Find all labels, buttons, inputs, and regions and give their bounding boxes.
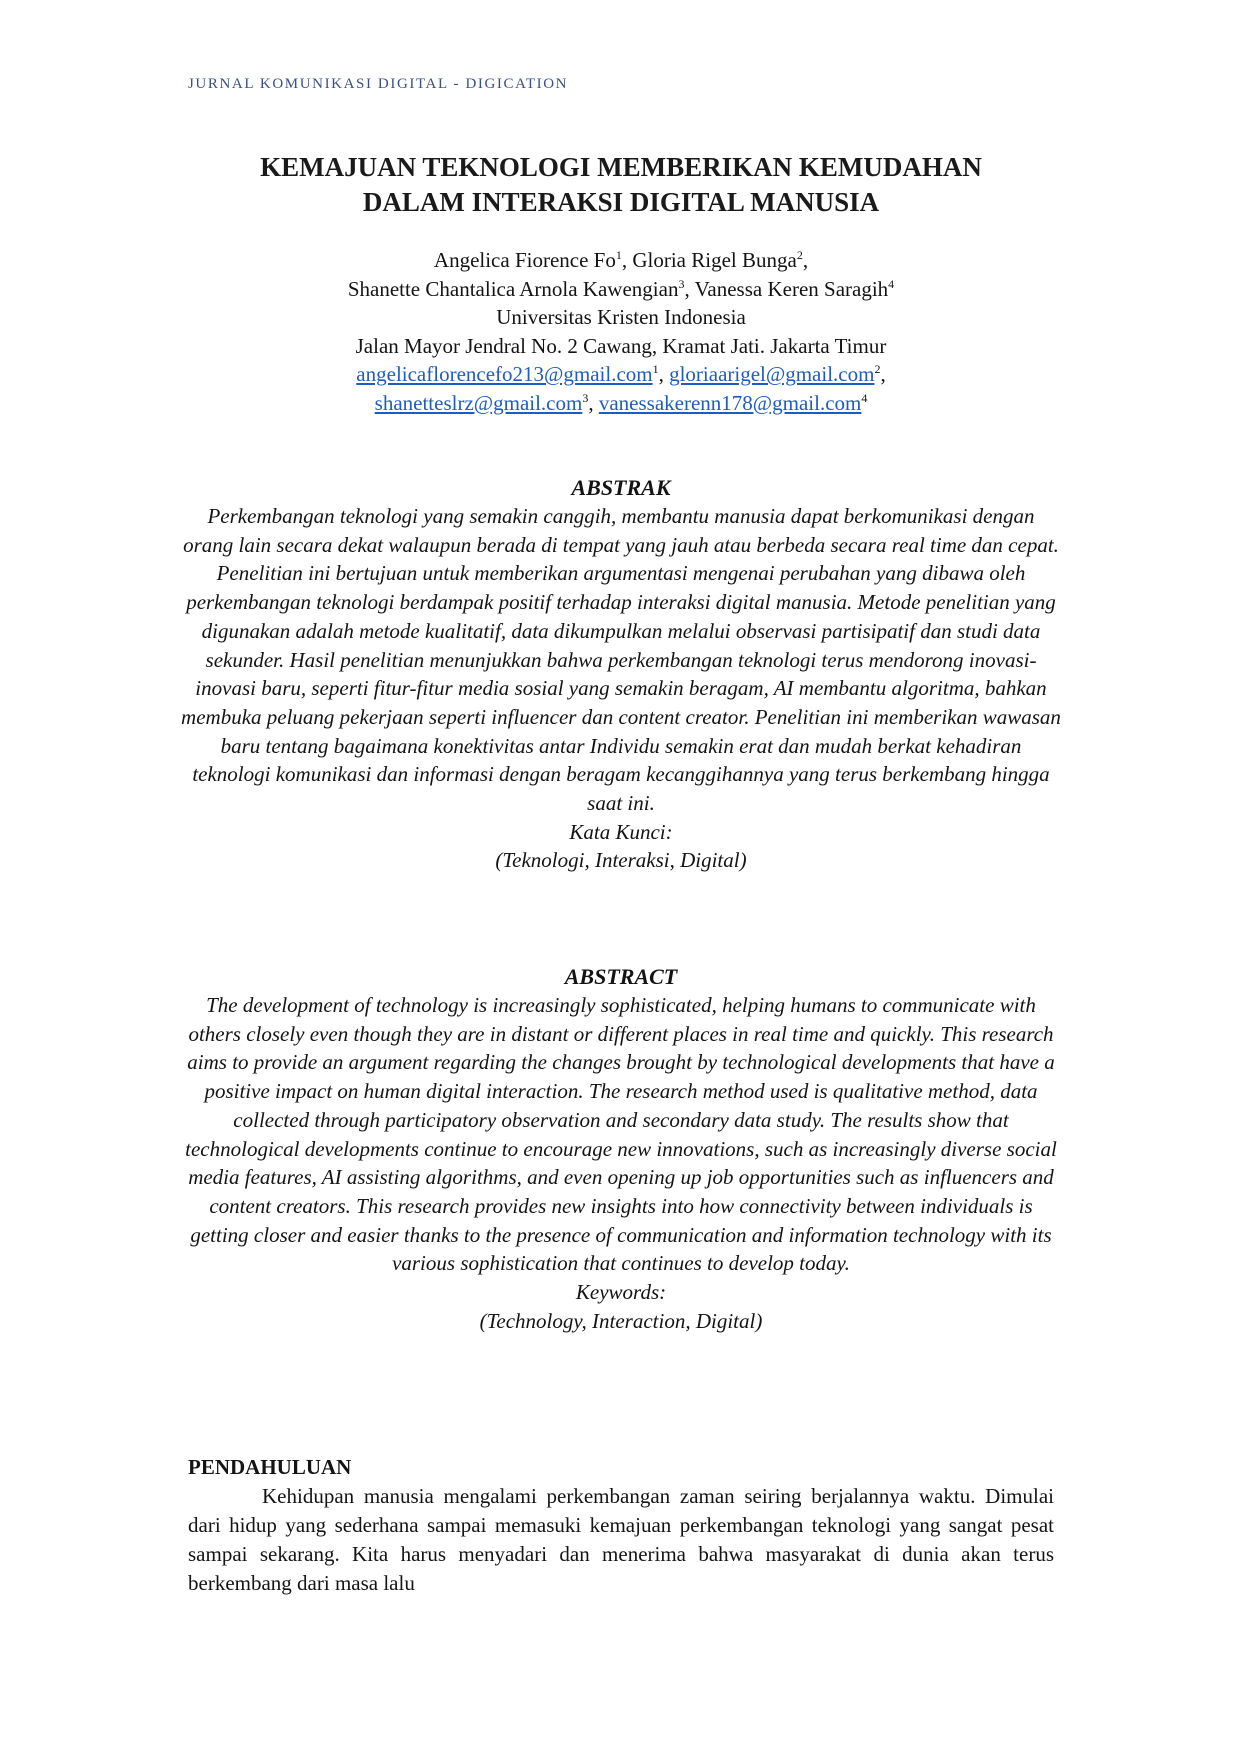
email-line-1: angelicaflorencefo213@gmail.com$^1$, gloriaarigel@gmail.com$^2$, xyxy=(356,362,886,386)
abstract-section xyxy=(180,962,1062,1335)
journal-header: JURNAL KOMUNIKASI DIGITAL - DIGICATION xyxy=(188,76,569,92)
abstrak-body: Perkembangan teknologi yang semakin canggih, membantu manusia dapat berkomunikasi dengan orang lain secara dekat walaupun berada di tempat yang jauh atau berbeda secara real time dan cepat. Penelitian ini bertujuan untuk memberikan argumentasi mengenai perubahan yang dibawa oleh perkembangan teknologi berdampak positif terhadap interaksi digital manusia. Metode penelitian yang digunakan adalah metode kualitatif, data dikumpulkan melalui observasi partisipatif dan studi data sekunder. Hasil penelitian menunjukkan bahwa perkembangan teknologi terus mendorong inovasi-inovasi baru, seperti fitur-fitur media sosial yang semakin beragam, AI membantu algoritma, bahkan membuka peluang pekerjaan seperti influencer dan content creator. Penelitian ini memberikan wawasan baru tentang bagaimana konektivitas antar Individu semakin erat dan mudah berkat kehadiran teknologi komunikasi dan informasi dengan beragam kecanggihannya yang terus berkembang hingga saat ini. xyxy=(181,504,1061,816)
author-index: 2 xyxy=(874,362,881,376)
author-line-2: Shanette Chantalica Arnola Kawengian$^3$, Vanessa Keren Saragih$^4$ xyxy=(347,276,895,301)
author-name: Shanette Chantalica Arnola Kawengian xyxy=(347,276,679,301)
introduction-paragraph: Kehidupan manusia mengalami perkembangan zaman seiring berjalannya waktu. Dimulai dari hidup yang sederhana sampai memasuki kemajuan perkembangan teknologi yang sangat pesat sampai sekarang. Kita harus menyadari dan menerima bahwa masyarakat di dunia akan terus berkembang dari masa lalu xyxy=(188,1484,1054,1595)
author-block xyxy=(150,246,1092,417)
paper-title xyxy=(150,150,1092,220)
abstrak-keyword-label: Kata Kunci: xyxy=(569,819,673,844)
title-line-2: DALAM INTERAKSI DIGITAL MANUSIA xyxy=(362,187,880,217)
author-index: 4 xyxy=(861,390,868,405)
email-link[interactable]: gloriaarigel@gmail.com xyxy=(669,362,875,386)
abstract-body: The development of technology is increasingly sophisticated, helping humans to communicate with others closely even though they are in distant or different places in real time and quickly. This research aims to provide an argument regarding the changes brought by technological developments that have a positive impact on human digital interaction. The research method used is qualitative method, data collected through participatory observation and secondary data study. The results show that technological developments continue to encourage new innovations, such as increasingly diverse social media features, AI assisting algorithms, and even opening up job opportunities such as influencers and content creators. This research provides new insights into how connectivity between individuals is getting closer and easier thanks to the presence of communication and information technology with its various sophistication that continues to develop today. xyxy=(185,993,1057,1276)
author-index: 3 xyxy=(678,276,685,291)
author-index: 3 xyxy=(582,390,589,405)
author-index: 1 xyxy=(652,362,659,376)
section-heading-pendahuluan: PENDAHULUAN xyxy=(188,1455,352,1479)
author-line-1: Angelica Fiorence Fo$^1$, Gloria Rigel Bunga$^2$, xyxy=(433,248,809,272)
abstract-keyword-label: Keywords: xyxy=(575,1280,667,1305)
author-index: 2 xyxy=(796,248,803,262)
author-name: Angelica Fiorence Fo xyxy=(433,248,616,272)
abstract-heading: ABSTRACT xyxy=(564,964,678,989)
address: Jalan Mayor Jendral No. 2 Cawang, Kramat Jati. Jakarta Timur xyxy=(355,333,887,358)
author-index: 4 xyxy=(888,276,895,291)
email-link[interactable]: angelicaflorencefo213@gmail.com xyxy=(356,362,653,386)
abstrak-heading: ABSTRAK xyxy=(571,475,671,500)
author-name: Gloria Rigel Bunga xyxy=(632,248,797,272)
email-link[interactable]: shanetteslrz@gmail.com xyxy=(374,390,583,415)
abstrak-section xyxy=(180,473,1062,875)
title-line-1: KEMAJUAN TEKNOLOGI MEMBERIKAN KEMUDAHAN xyxy=(260,152,982,182)
email-link[interactable]: vanessakerenn178@gmail.com xyxy=(598,390,862,415)
affiliation: Universitas Kristen Indonesia xyxy=(496,305,746,329)
email-line-2: shanetteslrz@gmail.com$^3$, vanessakerenn178@gmail.com$^4$ xyxy=(374,390,868,415)
author-name: Vanessa Keren Saragih xyxy=(694,276,889,301)
abstract-keywords: (Technology, Interaction, Digital) xyxy=(479,1308,763,1333)
author-index: 1 xyxy=(615,248,622,262)
abstrak-keywords: (Teknologi, Interaksi, Digital) xyxy=(495,848,747,873)
